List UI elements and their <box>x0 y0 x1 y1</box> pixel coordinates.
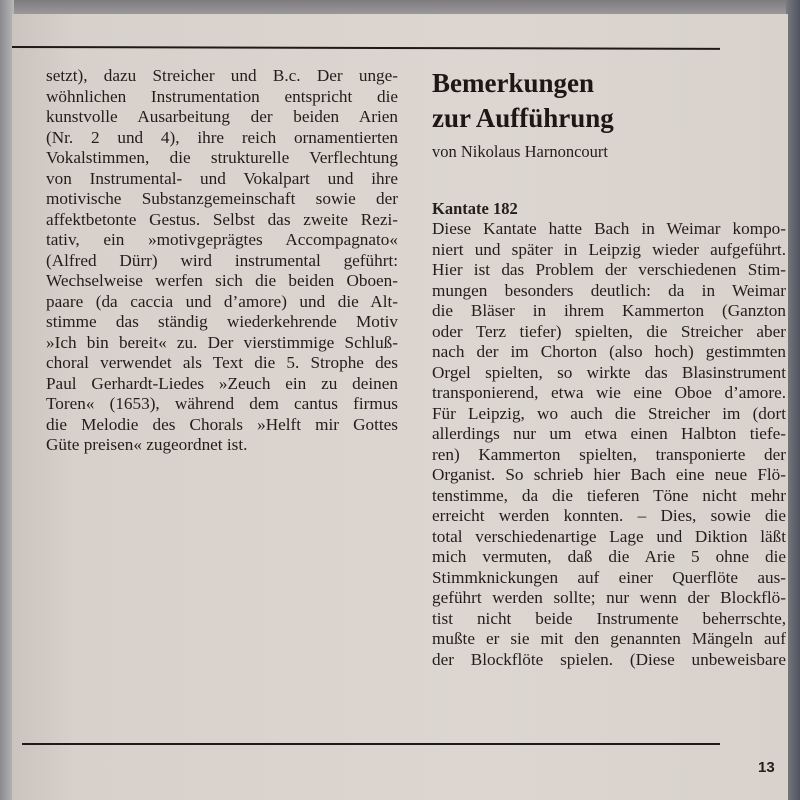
text-line: tenstimme, da die tieferen Töne nicht mehr <box>432 485 786 505</box>
text-line: Paul Gerhardt-Liedes »Zeuch ein zu deinen <box>46 373 398 393</box>
text-line: allerdings nur um etwa einen Halbton tiefe- <box>432 424 786 443</box>
text-line: Vokalstimmen, die strukturelle Verflechtung <box>46 148 398 167</box>
text-line: niert und später in Leipzig wieder aufgeführt. <box>432 239 786 259</box>
text-line: kunstvolle Ausarbeitung der beiden Arien <box>46 107 398 126</box>
text-line: die Melodie des Chorals »Helft mir Gottes <box>46 414 398 434</box>
booklet-page <box>12 14 788 800</box>
text-line: Diese Kantate hatte Bach in Weimar kompo- <box>432 219 786 238</box>
left-column-text <box>46 66 398 456</box>
text-line: Wechselweise werfen sich die beiden Oboen- <box>46 271 398 290</box>
text-line: der Blockflöte spielen. (Diese unbeweisbare <box>432 649 786 669</box>
page-number: 13 <box>758 759 775 776</box>
text-line: tativ, ein »motivgeprägtes Accompagnato« <box>46 230 398 249</box>
text-line: affektbetonte Gestus. Selbst das zweite Rezi- <box>46 209 398 229</box>
text-line: Stimmknickungen auf einer Querflöte aus- <box>432 567 786 587</box>
text-line: (Nr. 2 und 4), ihre reich ornamentierten <box>46 127 398 147</box>
top-rule <box>12 46 720 50</box>
text-line: oder Terz tiefer) spielten, die Streicher aber <box>432 321 786 341</box>
text-line: (Alfred Dürr) wird instrumental geführt: <box>46 250 398 270</box>
text-line: mich vermuten, daß die Arie 5 ohne die <box>432 547 786 566</box>
text-line: Für Leipzig, wo auch die Streicher im (dort <box>432 403 786 423</box>
text-line: setzt), dazu Streicher und B.c. Der unge- <box>46 66 398 85</box>
text-line: stimme das ständig wiederkehrende Motiv <box>46 312 398 331</box>
text-line: wöhnlichen Instrumentation entspricht die <box>46 86 398 106</box>
right-column <box>432 66 786 670</box>
text-line: die Bläser in ihrem Kammerton (Ganzton <box>432 301 786 320</box>
text-line: choral verwendet als Text die 5. Strophe des <box>46 353 398 372</box>
left-column <box>46 66 398 456</box>
text-line: geführt werden sollte; nur wenn der Blockflö- <box>432 588 786 607</box>
title-line: zur Aufführung <box>432 103 614 133</box>
text-line: Orgel spielten, so wirkte das Blasinstrument <box>432 362 786 382</box>
bottom-rule <box>22 743 720 745</box>
text-line: ren) Kammerton spielten, transponierte der <box>432 444 786 464</box>
text-line: motivische Substanzgemeinschaft sowie der <box>46 189 398 208</box>
text-line: von Instrumental- und Vokalpart und ihre <box>46 168 398 188</box>
text-line: Organist. So schrieb hier Bach eine neue Flö- <box>432 465 786 484</box>
text-line: Hier ist das Problem der verschiedenen Stim- <box>432 260 786 279</box>
text-line: »Ich bin bereit« zu. Der vierstimmige Schluß- <box>46 332 398 352</box>
text-line: tist nicht beide Instrumente beherrschte, <box>432 608 786 628</box>
text-line: Güte preisen« zugeordnet ist. <box>46 435 248 454</box>
title-line: Bemerkungen <box>432 68 594 98</box>
text-line: paare (da caccia und d’amore) und die Alt- <box>46 291 398 311</box>
text-line: Toren« (1653), während dem cantus firmus <box>46 394 398 413</box>
section-heading: Kantate 182 <box>432 199 518 218</box>
text-line: mußte er sie mit den genannten Mängeln auf <box>432 629 786 648</box>
text-line: erreicht werden konnten. – Dies, sowie die <box>432 506 786 525</box>
text-line: mungen besonders deutlich: da in Weimar <box>432 280 786 300</box>
text-line: transponierend, etwa wie eine Oboe d’amore. <box>432 383 786 402</box>
background-top <box>0 0 800 14</box>
author-byline: von Nikolaus Harnoncourt <box>432 142 608 161</box>
text-line: total verschiedenartige Lage und Diktion läßt <box>432 526 786 546</box>
right-column-text <box>432 219 786 670</box>
background-right <box>786 0 800 800</box>
article-title <box>432 66 786 136</box>
text-line: nach der im Chorton (also hoch) gestimmten <box>432 342 786 361</box>
